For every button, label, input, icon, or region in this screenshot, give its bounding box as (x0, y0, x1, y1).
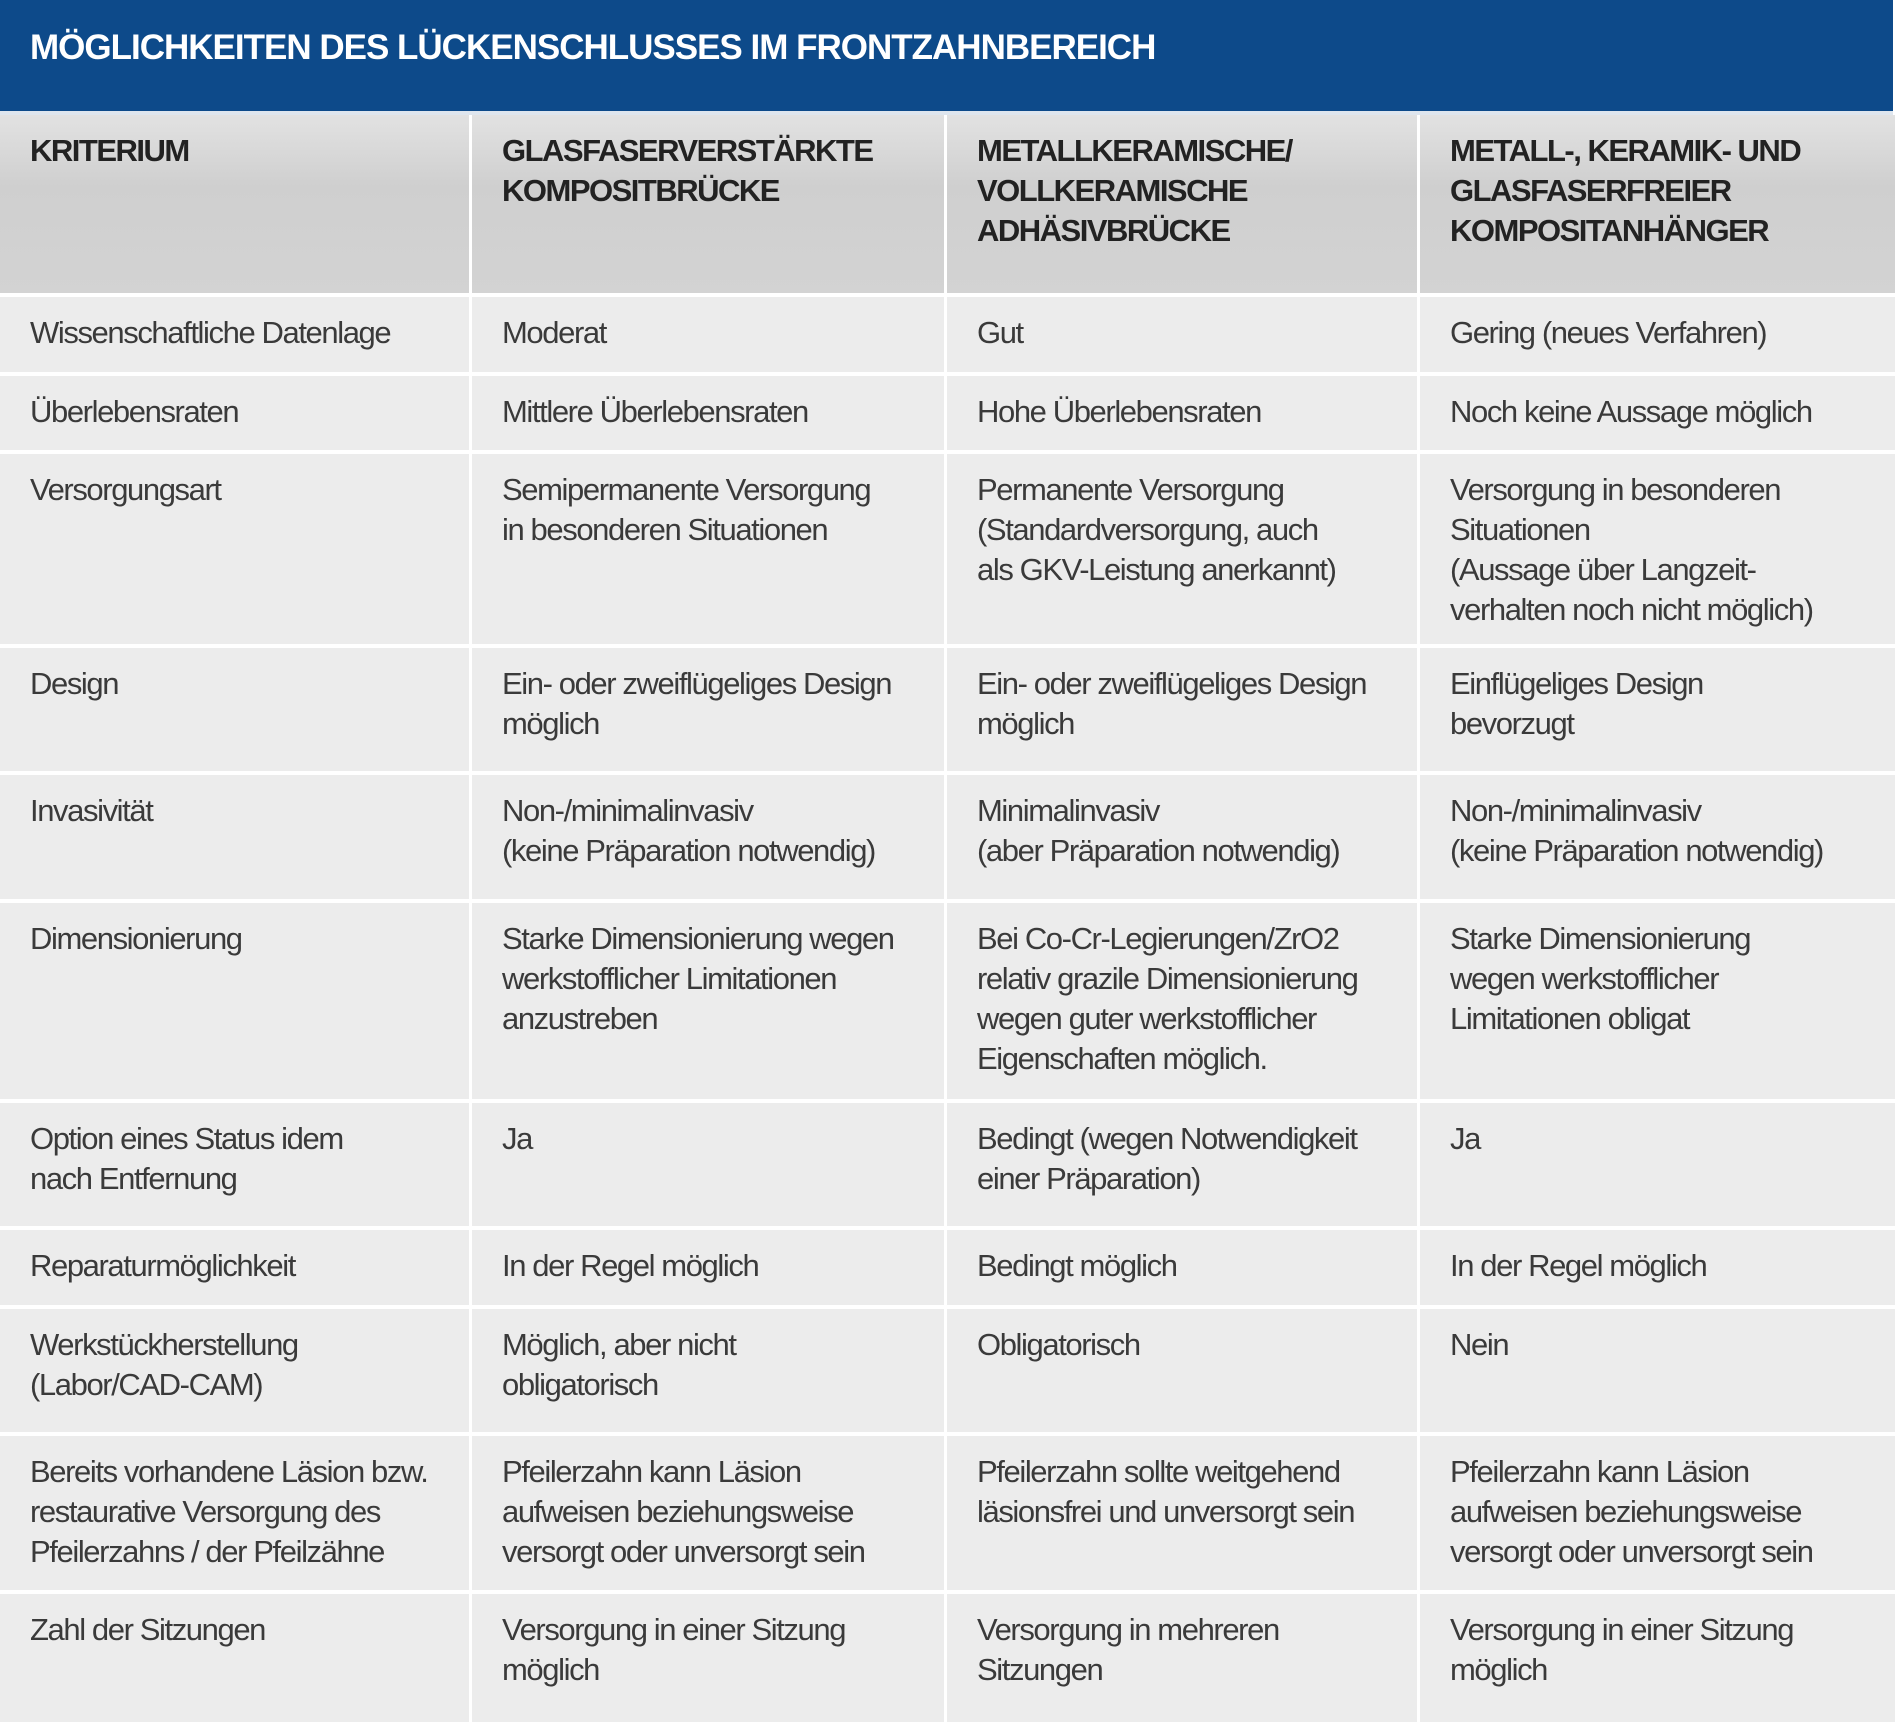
adhesive-bridge-cell: Gut (947, 297, 1417, 372)
adhesive-bridge-cell: Hohe Überlebensraten (947, 376, 1417, 450)
adhesive-bridge-cell: Bedingt (wegen Notwendigkeit einer Präparation) (947, 1103, 1417, 1226)
criterion-cell: Dimensionierung (0, 903, 469, 1099)
composite-pontic-cell: Versorgung in besonderen Situationen (Aussage über Langzeit- verhalten noch nicht möglich) (1420, 454, 1895, 644)
criterion-cell: Invasivität (0, 775, 469, 899)
adhesive-bridge-cell: Pfeilerzahn sollte weitgehend läsionsfrei und unversorgt sein (947, 1436, 1417, 1590)
adhesive-bridge-cell: Bedingt möglich (947, 1230, 1417, 1305)
composite-pontic-cell: Pfeilerzahn kann Läsion aufweisen beziehungsweise versorgt oder unversorgt sein (1420, 1436, 1895, 1590)
adhesive-bridge-cell: Minimalinvasiv (aber Präparation notwendig) (947, 775, 1417, 899)
composite-pontic-cell: Gering (neues Verfahren) (1420, 297, 1895, 372)
adhesive-bridge-cell: Obligatorisch (947, 1309, 1417, 1432)
composite-bridge-cell: Pfeilerzahn kann Läsion aufweisen beziehungsweise versorgt oder unversorgt sein (472, 1436, 944, 1590)
criterion-cell: Werkstückherstellung (Labor/CAD-CAM) (0, 1309, 469, 1432)
composite-pontic-cell: In der Regel möglich (1420, 1230, 1895, 1305)
composite-bridge-cell: Non-/minimalinvasiv (keine Präparation notwendig) (472, 775, 944, 899)
composite-pontic-cell: Einflügeliges Design bevorzugt (1420, 648, 1895, 771)
composite-pontic-cell: Versorgung in einer Sitzung möglich (1420, 1594, 1895, 1722)
composite-bridge-cell: In der Regel möglich (472, 1230, 944, 1305)
adhesive-bridge-cell: Permanente Versorgung (Standardversorgung, auch als GKV-Leistung anerkannt) (947, 454, 1417, 644)
criterion-cell: Überlebensraten (0, 376, 469, 450)
composite-bridge-cell: Ja (472, 1103, 944, 1226)
criterion-cell: Reparaturmöglichkeit (0, 1230, 469, 1305)
composite-pontic-cell: Ja (1420, 1103, 1895, 1226)
criterion-cell: Design (0, 648, 469, 771)
composite-pontic-cell: Noch keine Aussage möglich (1420, 376, 1895, 450)
composite-bridge-cell: Mittlere Überlebensraten (472, 376, 944, 450)
table-title: MÖGLICHKEITEN DES LÜCKENSCHLUSSES IM FRONTZAHNBEREICH (30, 28, 1156, 67)
composite-bridge-cell: Moderat (472, 297, 944, 372)
criterion-cell: Bereits vorhandene Läsion bzw. restaurative Versorgung des Pfeilerzahns / der Pfeilzähne (0, 1436, 469, 1590)
column-header-criterion: KRITERIUM (0, 115, 469, 293)
adhesive-bridge-cell: Versorgung in mehreren Sitzungen (947, 1594, 1417, 1722)
adhesive-bridge-cell: Ein- oder zweiflügeliges Design möglich (947, 648, 1417, 771)
column-header-composite-pontic: METALL-, KERAMIK- UND GLASFASERFREIER KOMPOSITANHÄNGER (1420, 115, 1895, 293)
title-bar (0, 0, 1893, 111)
criterion-cell: Versorgungsart (0, 454, 469, 644)
composite-bridge-cell: Versorgung in einer Sitzung möglich (472, 1594, 944, 1722)
criterion-cell: Wissenschaftliche Datenlage (0, 297, 469, 372)
column-header-adhesive-bridge: METALLKERAMISCHE/ VOLLKERAMISCHE ADHÄSIVBRÜCKE (947, 115, 1417, 293)
composite-pontic-cell: Nein (1420, 1309, 1895, 1432)
criterion-cell: Option eines Status idem nach Entfernung (0, 1103, 469, 1226)
comparison-table (0, 115, 1893, 1722)
column-header-composite-bridge: GLASFASERVERSTÄRKTE KOMPOSITBRÜCKE (472, 115, 944, 293)
composite-bridge-cell: Ein- oder zweiflügeliges Design möglich (472, 648, 944, 771)
criterion-cell: Zahl der Sitzungen (0, 1594, 469, 1722)
composite-bridge-cell: Semipermanente Versorgung in besonderen Situationen (472, 454, 944, 644)
composite-pontic-cell: Starke Dimensionierung wegen werkstofflicher Limitationen obligat (1420, 903, 1895, 1099)
composite-bridge-cell: Möglich, aber nicht obligatorisch (472, 1309, 944, 1432)
composite-bridge-cell: Starke Dimensionierung wegen werkstofflicher Limitationen anzustreben (472, 903, 944, 1099)
composite-pontic-cell: Non-/minimalinvasiv (keine Präparation notwendig) (1420, 775, 1895, 899)
adhesive-bridge-cell: Bei Co-Cr-Legierungen/ZrO2 relativ grazile Dimensionierung wegen guter werkstofflicher Eigenschaften möglich. (947, 903, 1417, 1099)
